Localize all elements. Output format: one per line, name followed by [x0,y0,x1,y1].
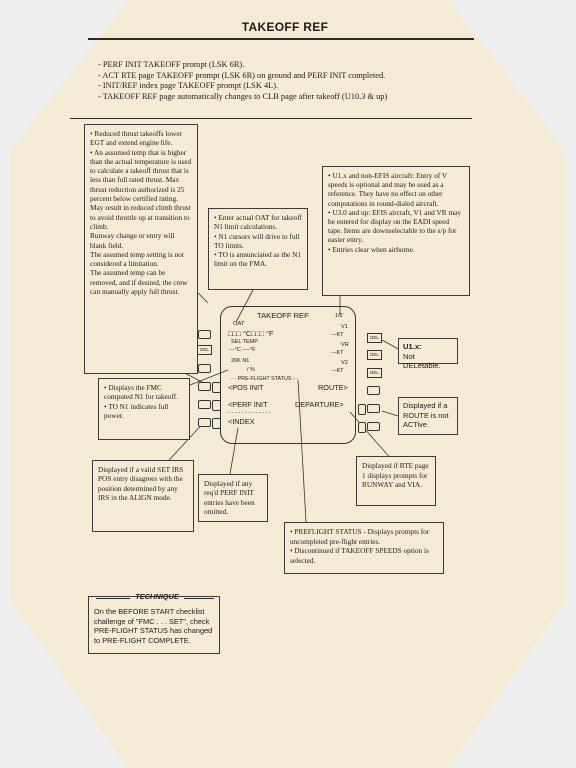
note-text: The assumed temp can be removed, and if desired, the crew can manually apply full thrust. [90,268,188,297]
technique-title: TECHNIQUE [135,592,179,601]
del-key-v2[interactable]: DEL [367,368,382,378]
lsk-6l-button[interactable] [198,418,211,427]
section-rule [70,118,472,119]
note-text: • U1.x and non-EFIS aircraft: Entry of V speeds is optional and may be used as a reference. They have no effect on other computations in round-dialed aircraft. [328,171,448,208]
note-text: • TO is annunciated as the N1 limit on the FMA. [214,250,301,269]
sel-temp-entry-field[interactable]: ---°C ----°F [229,347,256,353]
del-key-vr[interactable]: DEL [367,350,382,360]
rte-note [356,456,436,506]
lsk-6r-button[interactable] [367,422,380,431]
page-title: TAKEOFF REF [241,20,329,34]
vr-label: VR [341,342,349,348]
route-note [398,397,458,435]
note-text: • PREFLIGHT STATUS - Displays prompts for uncompleted pre-flight entries. [290,527,430,546]
access-item: - INIT/REF index page TAKEOFF prompt (LSK 4L). [98,81,468,92]
access-item: - TAKEOFF REF page automatically changes to CLB page after takeoff (U10.3 & up) [98,92,468,103]
departure-prompt[interactable]: DEPARTURE> [295,400,344,409]
access-list [98,60,468,102]
del-key-oat[interactable]: DEL [197,345,212,355]
irs-note [92,460,194,532]
cdu-edge-key[interactable] [212,400,221,411]
cdu-screen [220,306,356,444]
cdu-edge-key[interactable] [358,404,366,415]
cdu-title: TAKEOFF REF [257,311,309,320]
v1-label: V1 [341,324,348,330]
pos-init-prompt[interactable]: <POS INIT [228,383,264,392]
perf-init-note [198,474,268,522]
preflight-status-header: - - PRE-FLIGHT STATUS - - [231,376,299,382]
note-text: • TO N1 indicates full power. [104,401,169,420]
cdu-edge-key[interactable] [212,382,221,393]
cdu-edge-key[interactable] [358,422,366,433]
v2-label: V2 [341,360,348,366]
u1x-note [398,338,458,370]
note-text: May result in reduced climb thrust to avoid throttle up at transition to climb. [90,203,191,231]
separator-line: - - - - - - - - - - - - - [228,410,271,416]
note-text: • Displays the FMC computed N1 for takeoff. [104,383,179,402]
note-text: • Enter actual OAT for takeoff N1 limit calculations. [214,213,302,232]
lsk-5l-button[interactable] [198,400,211,409]
perf-init-prompt[interactable]: <PERF INIT [228,400,268,409]
preflight-status-note [284,522,444,574]
lsk-3l-button[interactable] [198,364,211,373]
reduced-thrust-note [84,124,198,374]
v2-entry-field[interactable]: ---KT [331,368,344,374]
note-text: • Entries clear when airborne. [328,244,415,254]
technique-rule-left [96,598,130,599]
note-text: Displayed if any req'd PERF INIT entries have been omitted. [204,479,255,516]
lsk-4l-button[interactable] [198,382,211,391]
note-heading: U1.x: [403,342,422,351]
technique-note [88,596,220,654]
lsk-5r-button[interactable] [367,404,380,413]
note-text: • An assumed temp that is higher than the actual temperature is used to calculate a takeoff thrust that is less than full rated thrust. Max thrust reduction authorized is 25 percent below certified rating. [90,147,192,204]
note-text: • N1 cursors will drive to full TO limits. [214,231,300,250]
note-text: • U3.0 and up: EFIS aircraft, V1 and VR may be entered for display on the EADI speed tape. Items are downselectable to the s/p for easier entry. [328,207,462,245]
oat-label: OAT [233,321,245,327]
vr-entry-field[interactable]: ---KT [331,350,344,356]
note-text: Displayed if a valid SET IRS POS entry disagrees with the position determined by any IRS in the ALIGN mode. [98,465,184,502]
note-text: Displayed if RTE page 1 displays prompts for RUNWAY and VIA. [362,461,429,489]
sel-temp-label: SEL TEMP [231,339,258,345]
del-key-v1[interactable]: DEL [367,333,382,343]
fmc-n1-note [98,378,190,440]
access-item: - PERF INIT TAKEOFF prompt (LSK 6R). [98,60,468,71]
note-text: • Reduced thrust takeoffs lower EGT and extend engine life. [90,129,182,148]
note-text: On the BEFORE START checklist challenge of "FMC . . . SET", check PRE-FLIGHT STATUS has changed to PRE-FLIGHT COMPLETE. [94,607,213,645]
note-text: • Discontinued if TAKEOFF SPEEDS option is selected. [290,546,429,565]
index-prompt[interactable]: <INDEX [228,417,255,426]
note-text: Runway change or entry will blank field. [90,231,175,250]
route-prompt[interactable]: ROUTE> [318,383,348,392]
note-text: Displayed if a ROUTE is not ACTive. [403,401,449,430]
oat-entry-field[interactable]: □□□ °C□□□ °F [228,329,274,338]
n1-label: 20K N1 [231,358,250,364]
note-text: The assumed temp setting is not considered a limitation. [90,249,184,269]
n1-value: / % [247,367,255,373]
cdu-edge-key[interactable] [212,418,221,429]
technique-rule-right [184,598,214,599]
oat-note [208,208,308,290]
v-speeds-note [322,166,470,296]
title-rule [88,38,474,40]
access-item: - ACT RTE page TAKEOFF prompt (LSK 6R) on ground and PERF INIT completed. [98,71,468,82]
v1-entry-field[interactable]: ---KT [331,332,344,338]
note-text: Not DELetable. [403,351,441,370]
lsk-4r-button[interactable] [367,386,380,395]
cdu-page-number: 1/2 [335,313,343,319]
lsk-1l-button[interactable] [198,330,211,339]
